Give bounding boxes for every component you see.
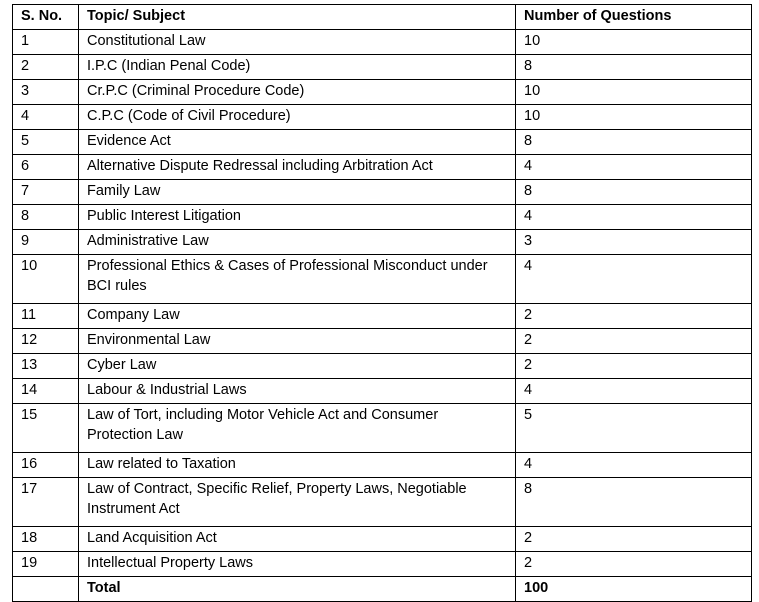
row-topic: Family Law xyxy=(79,180,516,205)
table-row xyxy=(13,155,752,180)
row-count: 3 xyxy=(516,230,752,255)
row-count: 2 xyxy=(516,527,752,552)
questions-table xyxy=(12,4,752,602)
row-topic: Law of Tort, including Motor Vehicle Act and Consumer Protection Law xyxy=(79,404,516,453)
row-count: 8 xyxy=(516,130,752,155)
row-count: 4 xyxy=(516,155,752,180)
row-count: 4 xyxy=(516,453,752,478)
table-header-row xyxy=(13,5,752,30)
row-topic: Cyber Law xyxy=(79,354,516,379)
row-sno: 16 xyxy=(13,453,79,478)
row-count: 10 xyxy=(516,30,752,55)
table-row xyxy=(13,478,752,527)
table-row xyxy=(13,453,752,478)
row-topic: Evidence Act xyxy=(79,130,516,155)
table-row xyxy=(13,304,752,329)
table-row xyxy=(13,80,752,105)
row-count: 2 xyxy=(516,304,752,329)
row-topic: Law related to Taxation xyxy=(79,453,516,478)
table-row xyxy=(13,329,752,354)
row-sno: 17 xyxy=(13,478,79,527)
row-sno: 19 xyxy=(13,552,79,577)
row-count: 5 xyxy=(516,404,752,453)
row-topic: Cr.P.C (Criminal Procedure Code) xyxy=(79,80,516,105)
row-topic: Labour & Industrial Laws xyxy=(79,379,516,404)
row-topic: Constitutional Law xyxy=(79,30,516,55)
row-topic: Land Acquisition Act xyxy=(79,527,516,552)
row-topic: Administrative Law xyxy=(79,230,516,255)
total-sno-empty xyxy=(13,577,79,602)
row-topic: Intellectual Property Laws xyxy=(79,552,516,577)
row-sno: 15 xyxy=(13,404,79,453)
table-row xyxy=(13,30,752,55)
row-count: 2 xyxy=(516,354,752,379)
total-label: Total xyxy=(79,577,516,602)
row-topic: C.P.C (Code of Civil Procedure) xyxy=(79,105,516,130)
row-sno: 1 xyxy=(13,30,79,55)
questions-table-container xyxy=(12,4,751,602)
row-count: 2 xyxy=(516,329,752,354)
row-topic: I.P.C (Indian Penal Code) xyxy=(79,55,516,80)
row-sno: 10 xyxy=(13,255,79,304)
row-sno: 6 xyxy=(13,155,79,180)
row-sno: 18 xyxy=(13,527,79,552)
table-row xyxy=(13,205,752,230)
row-count: 2 xyxy=(516,552,752,577)
row-sno: 7 xyxy=(13,180,79,205)
row-topic: Law of Contract, Specific Relief, Property Laws, Negotiable Instrument Act xyxy=(79,478,516,527)
row-sno: 4 xyxy=(13,105,79,130)
row-topic: Public Interest Litigation xyxy=(79,205,516,230)
table-row xyxy=(13,379,752,404)
header-topic: Topic/ Subject xyxy=(79,5,516,30)
table-row xyxy=(13,354,752,379)
table-row xyxy=(13,105,752,130)
row-count: 10 xyxy=(516,105,752,130)
row-count: 4 xyxy=(516,379,752,404)
row-sno: 13 xyxy=(13,354,79,379)
row-count: 8 xyxy=(516,55,752,80)
table-row xyxy=(13,55,752,80)
table-row xyxy=(13,527,752,552)
row-sno: 11 xyxy=(13,304,79,329)
header-count: Number of Questions xyxy=(516,5,752,30)
table-row xyxy=(13,552,752,577)
table-row xyxy=(13,255,752,304)
row-sno: 12 xyxy=(13,329,79,354)
row-sno: 3 xyxy=(13,80,79,105)
row-count: 10 xyxy=(516,80,752,105)
table-row xyxy=(13,130,752,155)
row-sno: 9 xyxy=(13,230,79,255)
row-topic: Company Law xyxy=(79,304,516,329)
row-sno: 14 xyxy=(13,379,79,404)
row-topic: Environmental Law xyxy=(79,329,516,354)
row-sno: 8 xyxy=(13,205,79,230)
row-sno: 2 xyxy=(13,55,79,80)
row-topic: Professional Ethics & Cases of Professional Misconduct under BCI rules xyxy=(79,255,516,304)
table-row xyxy=(13,230,752,255)
header-sno: S. No. xyxy=(13,5,79,30)
table-row xyxy=(13,404,752,453)
row-sno: 5 xyxy=(13,130,79,155)
total-count: 100 xyxy=(516,577,752,602)
row-topic: Alternative Dispute Redressal including Arbitration Act xyxy=(79,155,516,180)
row-count: 4 xyxy=(516,255,752,304)
row-count: 8 xyxy=(516,180,752,205)
table-total-row xyxy=(13,577,752,602)
row-count: 8 xyxy=(516,478,752,527)
row-count: 4 xyxy=(516,205,752,230)
table-row xyxy=(13,180,752,205)
